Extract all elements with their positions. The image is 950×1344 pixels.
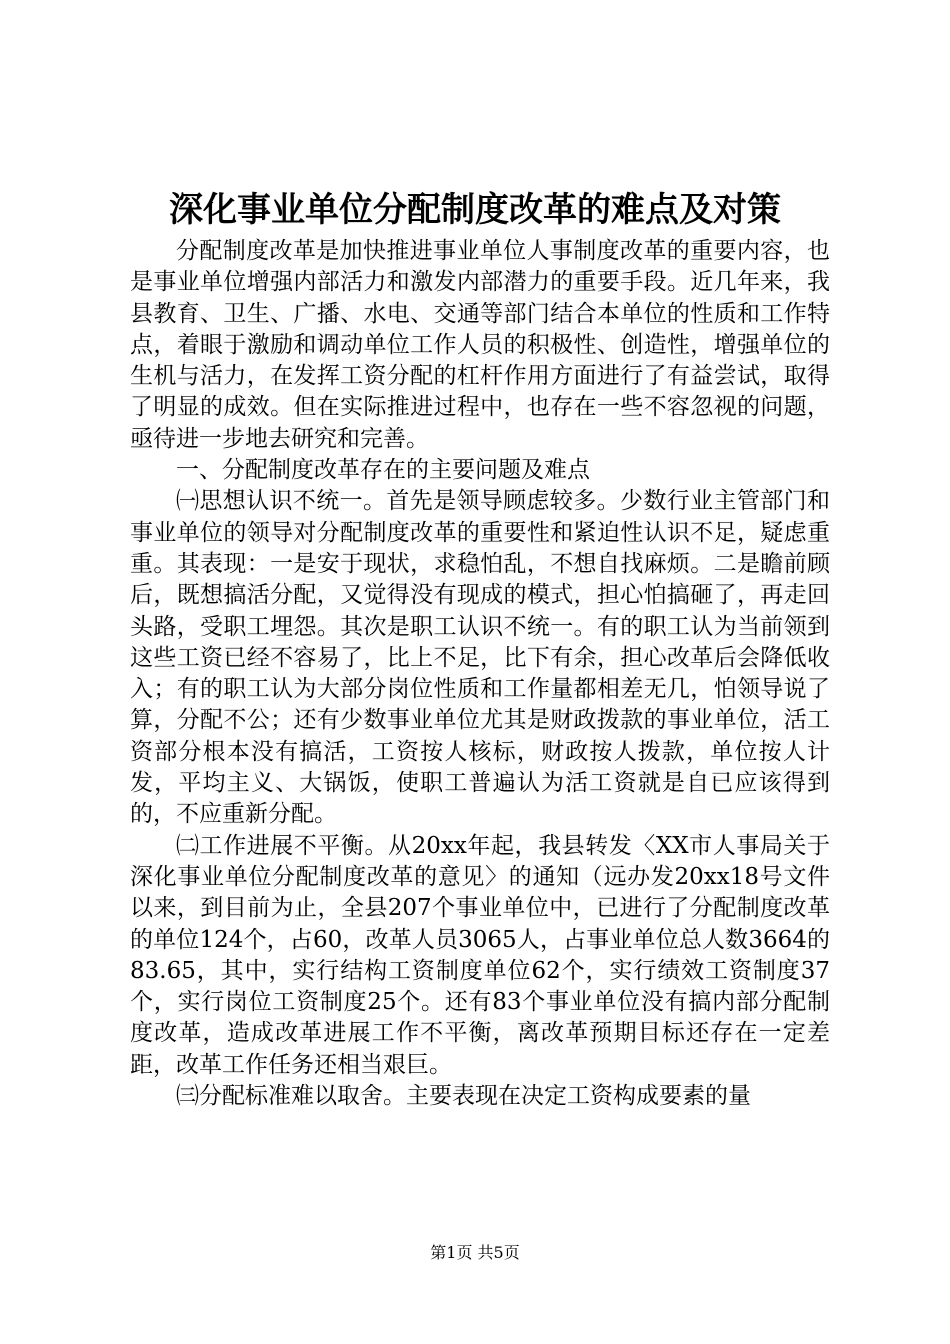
body-paragraph: ㈠思想认识不统一。首先是领导顾虑较多。少数行业主管部门和事业单位的领导对分配制度改革的重要性和紧迫性认识不足，疑虑重重。其表现：一是安于现状，求稳怕乱，不想自找麻烦。二是瞻前顾后，既想搞活分配，又觉得没有现成的模式，担心怕搞砸了，再走回头路，受职工埋怨。其次是职工认识不统一。有的职工认为当前领到这些工资已经不容易了，比上不足，比下有余，担心改革后会降低收入；有的职工认为大部分岗位性质和工作量都相差无几，怕领导说了算，分配不公；还有少数事业单位尤其是财政拨款的事业单位，活工资部分根本没有搞活，工资按人核标，财政按人拨款，单位按人计发，平均主义、大锅饭，使职工普遍认为活工资就是自已应该得到的，不应重新分配。 <box>130 488 830 828</box>
body-paragraph: ㈢分配标准难以取舍。主要表现在决定工资构成要素的量 <box>176 1083 751 1110</box>
document-body <box>130 236 830 1112</box>
page-footer: 第1页 共5页 <box>430 1243 520 1262</box>
document-title: 深化事业单位分配制度改革的难点及对策 <box>169 190 781 230</box>
intro-paragraph: 分配制度改革是加快推进事业单位人事制度改革的重要内容，也是事业单位增强内部活力和激发内部潜力的重要手段。近几年来，我县教育、卫生、广播、水电、交通等部门结合本单位的性质和工作特点，着眼于激励和调动单位工作人员的积极性、创造性，增强单位的生机与活力，在发挥工资分配的杠杆作用方面进行了有益尝试，取得了明显的成效。但在实际推进过程中，也存在一些不容忽视的问题，亟待进一步地去研究和完善。 <box>130 238 830 452</box>
body-paragraph: ㈡工作进展不平衡。从20xx年起，我县转发〈XX市人事局关于深化事业单位分配制度改革的意见〉的通知（远办发20xx18号文件以来，到目前为止，全县207个事业单位中，已进行了分配制度改革的单位124个，占60，改革人员3065人，占事业单位总人数3664的83.65，其中，实行结构工资制度单位62个，实行绩效工资制度37个，实行岗位工资制度25个。还有83个事业单位没有搞内部分配制度改革，造成改革进展工作不平衡，离改革预期目标还存在一定差距，改革工作任务还相当艰巨。 <box>130 832 830 1078</box>
section-heading: 一、分配制度改革存在的主要问题及难点 <box>176 457 590 484</box>
